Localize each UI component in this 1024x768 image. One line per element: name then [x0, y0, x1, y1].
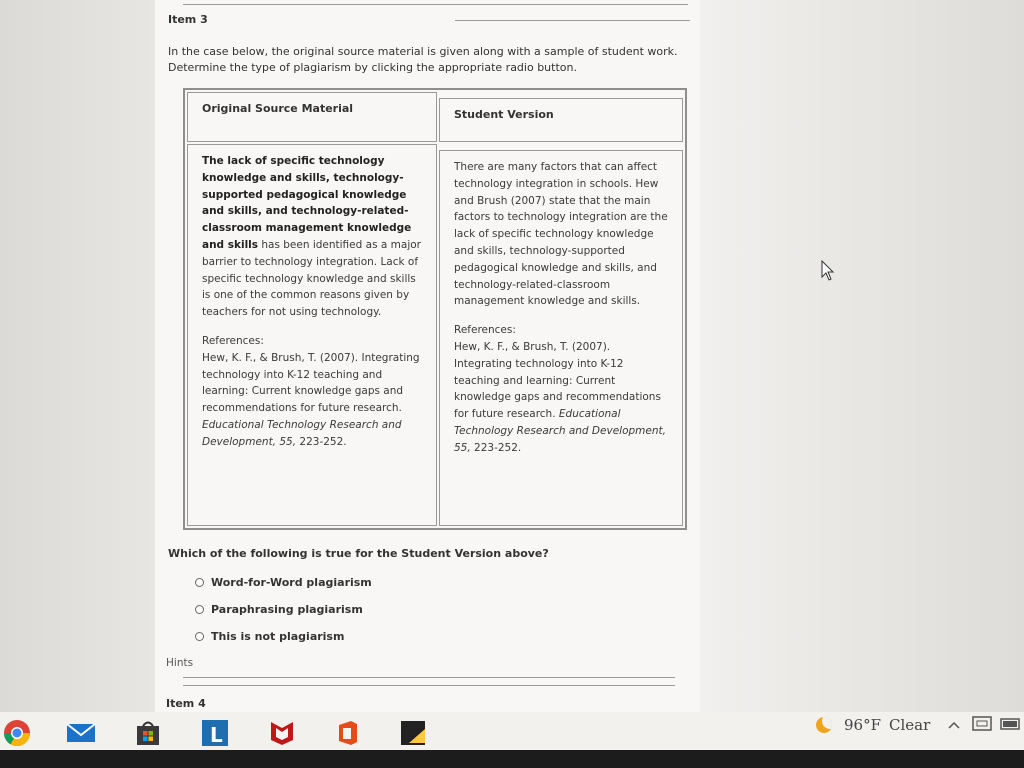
option-word-for-word[interactable] [195, 576, 372, 589]
sticky-notes-icon[interactable] [398, 718, 428, 748]
top-divider [183, 4, 688, 5]
original-source-cell [187, 144, 437, 526]
option-not-plagiarism[interactable] [195, 630, 344, 643]
bottom-divider-2 [183, 685, 675, 686]
original-ref-pages: 223-252. [296, 435, 347, 448]
taskbar-edge [0, 750, 1024, 768]
original-ref-journal: Educational Technology Research and Development, 55, [202, 418, 402, 448]
weather-description: Clear [889, 716, 931, 734]
option-word-for-word-label: Word-for-Word plagiarism [211, 576, 372, 589]
microsoft-store-icon[interactable] [133, 718, 163, 748]
student-ref-journal: Educational Technology Research and Development, 55, [454, 408, 666, 454]
original-ref-authors: Hew, K. F., & Brush, T. (2007). Integrating technology into K-12 teaching and learning: Current knowledge gaps and recommendations for future research. [202, 351, 420, 415]
student-version-header: Student Version [439, 98, 683, 142]
weather-widget[interactable] [816, 714, 930, 736]
question-text: Which of the following is true for the Student Version above? [168, 547, 549, 560]
original-passage-bold: The lack of specific technology knowledge and skills, technology-supported pedagogical knowledge and skills, and technology-related-classroom management knowledge and skills [202, 155, 412, 251]
quiz-page [155, 0, 700, 712]
student-version-cell [439, 150, 683, 526]
student-ref-authors: Hew, K. F., & Brush, T. (2007). Integrating technology into K-12 teaching and learning: Current knowledge gaps and recommendations for future research. [454, 340, 661, 421]
lockdown-browser-icon[interactable] [200, 718, 230, 748]
moon-icon [816, 717, 832, 733]
battery-icon[interactable] [1000, 716, 1022, 736]
radio-word-for-word[interactable] [195, 578, 204, 587]
chevron-up-icon[interactable] [947, 712, 961, 740]
top-divider-2 [455, 20, 690, 21]
original-passage-rest: has been identified as a major barrier to technology integration. Lack of specific technology knowledge and skills is one of the common reasons given by teachers for not using technology. [202, 238, 421, 319]
item-3-title: Item 3 [168, 13, 208, 26]
option-paraphrasing[interactable] [195, 603, 363, 616]
weather-temperature: 96°F [844, 716, 881, 734]
hints-link[interactable]: Hints [166, 657, 194, 669]
item-instructions: In the case below, the original source material is given along with a sample of student work. Determine the type of plagiarism by clicking the appropriate radio button. [168, 45, 678, 74]
comparison-table [183, 88, 687, 530]
original-source-header: Original Source Material [187, 92, 437, 142]
option-not-plagiarism-label: This is not plagiarism [211, 630, 345, 643]
svg-text:L: L [210, 723, 223, 747]
original-reference [202, 350, 422, 451]
item-4-title: Item 4 [166, 697, 206, 710]
student-ref-pages: 223-252. [470, 441, 522, 454]
student-passage: There are many factors that can affect technology integration in schools. Hew and Brush (2007) state that the main factors to technology integration are the lack of specific technology knowledge and skills, technology-supported pedagogical knowledge and skills, and technology-related-classroom management knowledge and skills. [454, 161, 668, 308]
desk-background-right [700, 0, 1024, 712]
student-references-label: References: [454, 324, 516, 337]
mail-icon[interactable] [66, 718, 96, 748]
radio-not-plagiarism[interactable] [195, 632, 204, 641]
chrome-icon[interactable] [2, 718, 32, 748]
mcafee-icon[interactable] [267, 718, 297, 748]
student-reference [454, 339, 668, 457]
mouse-pointer-icon [821, 260, 835, 282]
bottom-divider [183, 677, 675, 678]
original-references-label: References: [202, 334, 264, 347]
option-paraphrasing-label: Paraphrasing plagiarism [211, 603, 363, 616]
network-icon[interactable] [972, 716, 992, 738]
original-passage [202, 153, 422, 321]
desk-background-left [0, 0, 155, 712]
radio-paraphrasing[interactable] [195, 605, 204, 614]
office-icon[interactable] [332, 718, 362, 748]
